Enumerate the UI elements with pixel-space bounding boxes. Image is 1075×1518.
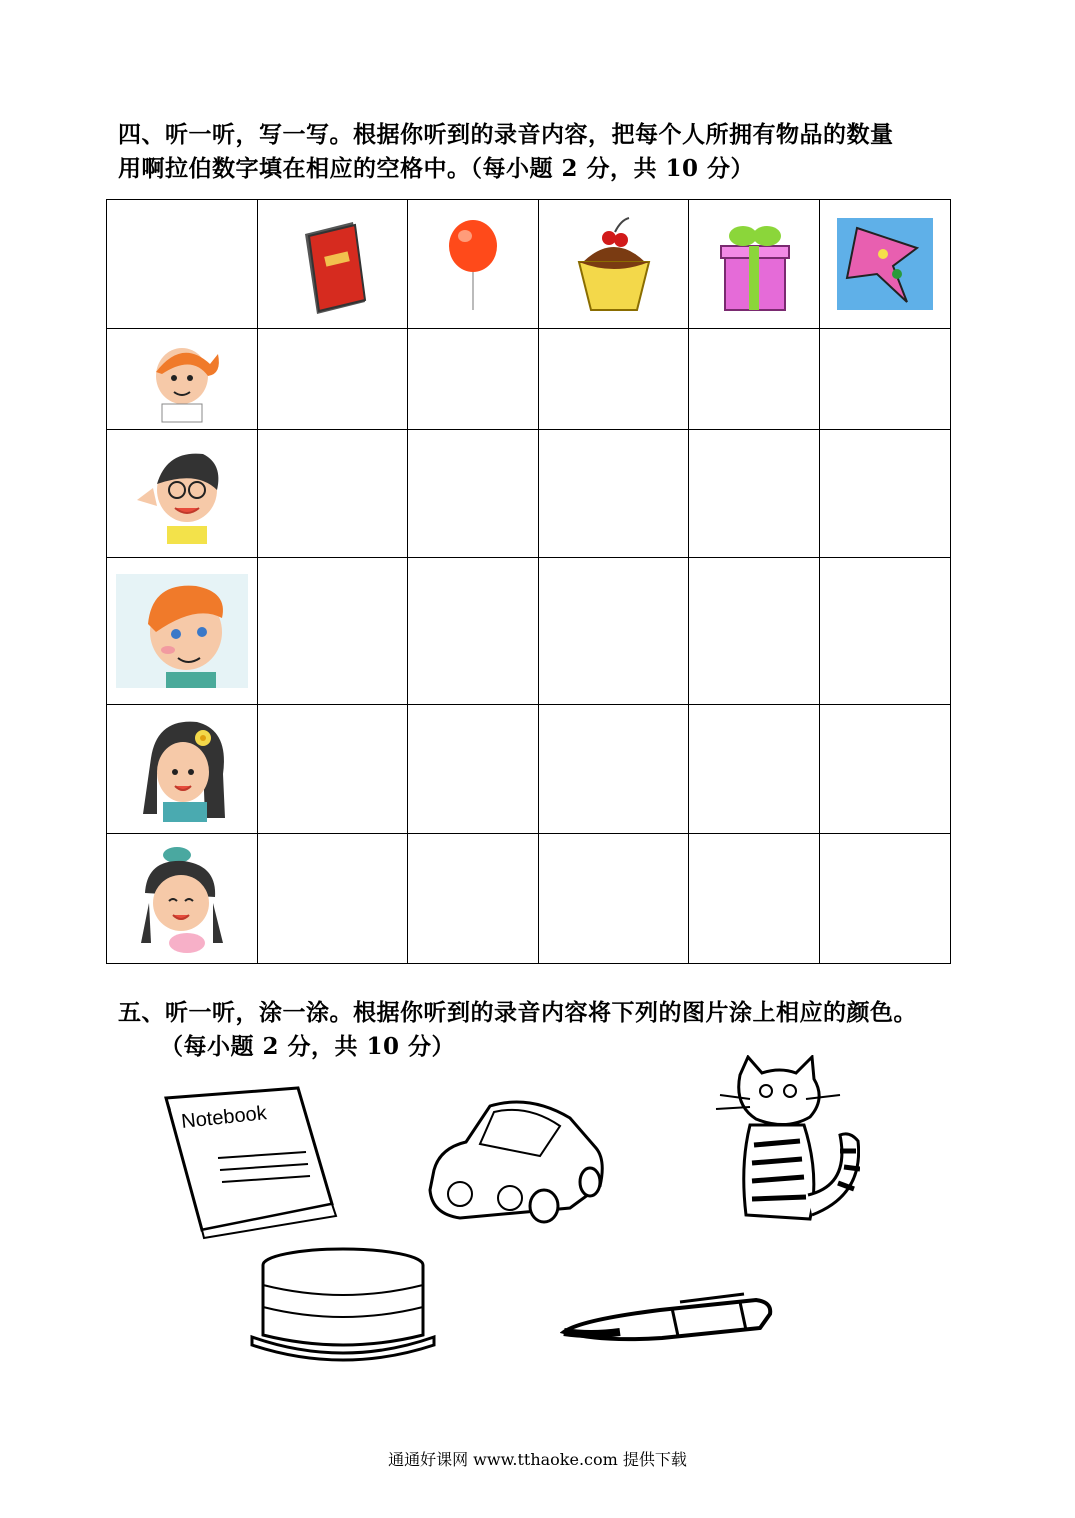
section5-title-line2: （每小题 2 分，共 10 分）	[160, 1033, 456, 1060]
answer-cell[interactable]	[689, 430, 820, 558]
cat-picture[interactable]	[700, 1055, 860, 1225]
person-cell-1	[107, 329, 258, 430]
header-cell-kite	[820, 200, 951, 329]
gift-box-icon	[709, 214, 799, 314]
person-cell-3	[107, 558, 258, 705]
answer-cell[interactable]	[258, 558, 408, 705]
answer-cell[interactable]	[258, 329, 408, 430]
answer-cell[interactable]	[689, 558, 820, 705]
kite-icon	[837, 218, 933, 310]
answer-cell[interactable]	[539, 705, 689, 834]
person-cell-2	[107, 430, 258, 558]
corner-cell	[107, 200, 258, 329]
answer-cell[interactable]	[820, 430, 951, 558]
header-cell-book	[258, 200, 408, 329]
header-cell-gift	[689, 200, 820, 329]
answer-grid	[106, 199, 951, 964]
row-person-1	[107, 329, 951, 430]
answer-cell[interactable]	[820, 834, 951, 964]
pen-picture[interactable]	[560, 1280, 776, 1350]
row-person-3	[107, 558, 951, 705]
answer-cell[interactable]	[689, 705, 820, 834]
answer-cell[interactable]	[539, 558, 689, 705]
boy-red-hair-avatar	[116, 574, 248, 688]
section5-title-line1: 五、听一听，涂一涂。根据你听到的录音内容将下列的图片涂上相应的颜色。	[118, 999, 917, 1026]
answer-cell[interactable]	[820, 329, 951, 430]
answer-cell[interactable]	[408, 430, 539, 558]
girl-ponytail-avatar	[132, 334, 232, 424]
person-cell-4	[107, 705, 258, 834]
answer-cell[interactable]	[689, 329, 820, 430]
answer-cell[interactable]	[820, 705, 951, 834]
cupcake-icon	[569, 214, 659, 314]
notebook-picture[interactable]	[160, 1080, 340, 1240]
row-person-4	[107, 705, 951, 834]
cake-picture[interactable]	[248, 1245, 438, 1365]
answer-cell[interactable]	[258, 834, 408, 964]
answer-cell[interactable]	[408, 329, 539, 430]
girl-flower-avatar	[127, 714, 237, 824]
answer-cell[interactable]	[539, 834, 689, 964]
book-icon	[293, 214, 373, 314]
row-person-5	[107, 834, 951, 964]
header-cell-cupcake	[539, 200, 689, 329]
answer-cell[interactable]	[539, 430, 689, 558]
answer-cell[interactable]	[408, 558, 539, 705]
section4-title-line1: 四、听一听，写一写。根据你听到的录音内容，把每个人所拥有物品的数量	[118, 121, 894, 148]
answer-cell[interactable]	[689, 834, 820, 964]
footer-credit: 通通好课网 www.tthaoke.com 提供下载	[388, 1450, 687, 1469]
row-person-2	[107, 430, 951, 558]
header-row	[107, 200, 951, 329]
section4-title-line2: 用啊拉伯数字填在相应的空格中。（每小题 2 分，共 10 分）	[118, 155, 755, 182]
car-picture[interactable]	[420, 1090, 610, 1230]
answer-cell[interactable]	[258, 705, 408, 834]
boy-glasses-avatar	[127, 444, 237, 544]
header-cell-balloon	[408, 200, 539, 329]
balloon-icon	[443, 214, 503, 314]
answer-cell[interactable]	[408, 834, 539, 964]
answer-cell[interactable]	[258, 430, 408, 558]
answer-cell[interactable]	[539, 329, 689, 430]
girl-pigtails-avatar	[127, 843, 237, 955]
notebook-label: Notebook	[180, 1102, 268, 1133]
person-cell-5	[107, 834, 258, 964]
answer-cell[interactable]	[408, 705, 539, 834]
answer-cell[interactable]	[820, 558, 951, 705]
